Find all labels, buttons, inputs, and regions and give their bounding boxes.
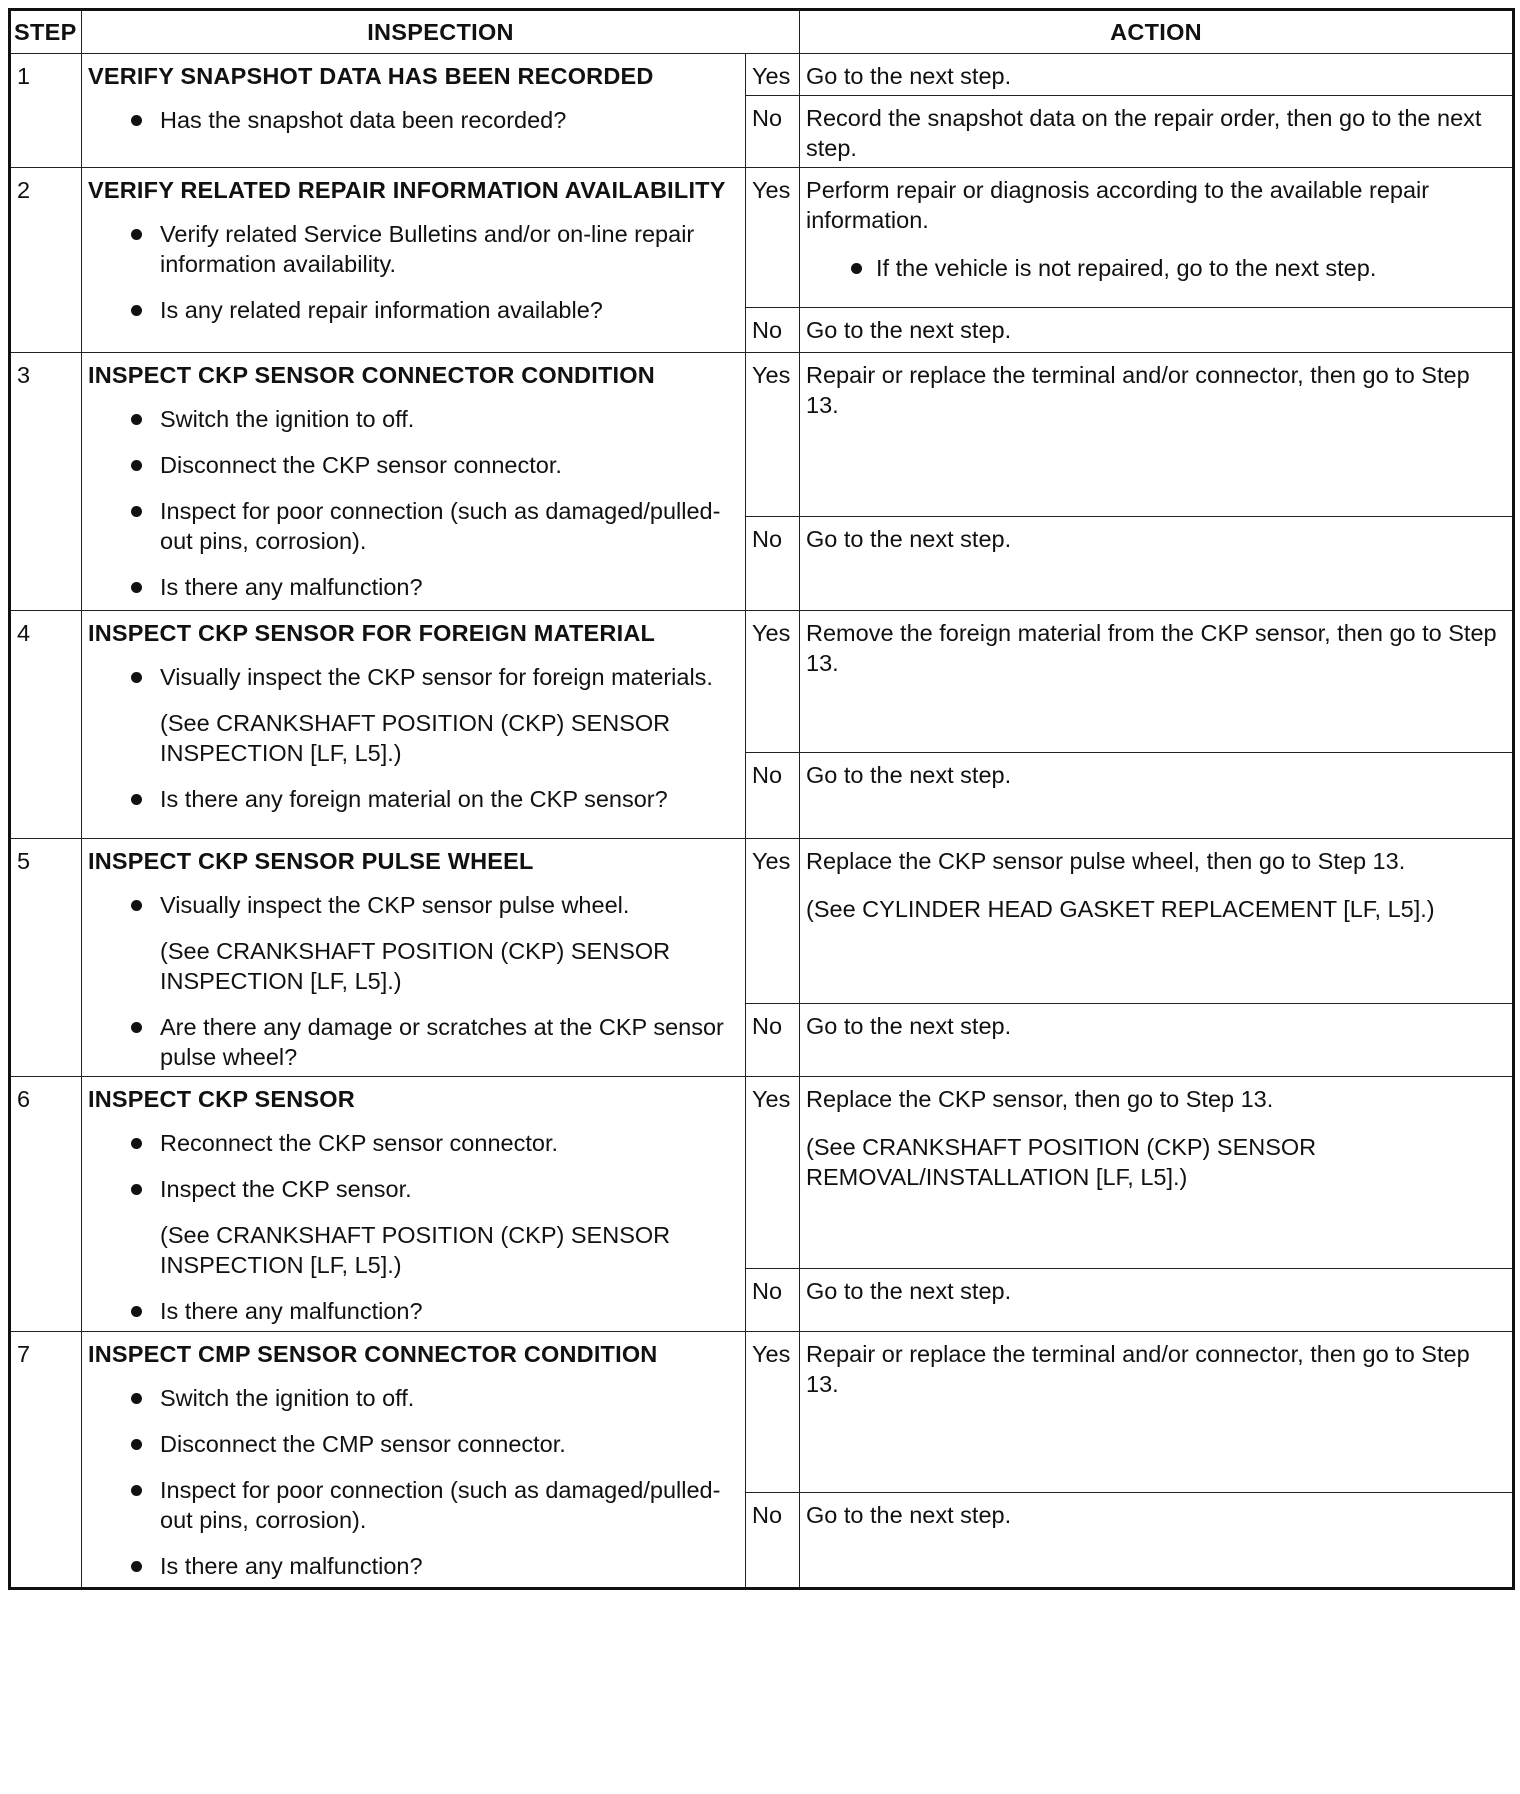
item-text: (See CRANKSHAFT POSITION (CKP) SENSOR INSPECTION [LF, L5].)	[160, 1222, 671, 1278]
step-title: INSPECT CKP SENSOR PULSE WHEEL	[88, 848, 534, 874]
no-action	[800, 1003, 1514, 1076]
yes-label: Yes	[746, 54, 800, 96]
item-text: (See CRANKSHAFT POSITION (CKP) SENSOR INSPECTION [LF, L5].)	[160, 710, 671, 766]
step-title: INSPECT CMP SENSOR CONNECTOR CONDITION	[88, 1341, 658, 1367]
bullet-icon	[131, 229, 142, 240]
bullet-icon	[131, 672, 142, 683]
yes-action	[800, 611, 1514, 753]
action-bullet-text: If the vehicle is not repaired, go to the next step.	[876, 255, 1377, 281]
inspection-item	[88, 1383, 739, 1413]
item-text: Is there any foreign material on the CKP sensor?	[160, 786, 668, 812]
no-action	[800, 1269, 1514, 1332]
header-action: ACTION	[800, 10, 1514, 54]
table-header-row	[10, 10, 1514, 54]
bullet-icon	[131, 1561, 142, 1572]
item-text: Visually inspect the CKP sensor pulse wheel.	[160, 892, 630, 918]
inspection-cell	[82, 54, 746, 168]
bullet-icon	[131, 414, 142, 425]
bullet-icon	[851, 263, 862, 274]
item-text: Are there any damage or scratches at the CKP sensor pulse wheel?	[160, 1014, 724, 1070]
bullet-icon	[131, 1439, 142, 1450]
header-step: STEP	[10, 10, 82, 54]
item-text: Is there any malfunction?	[160, 574, 423, 600]
no-action	[800, 96, 1514, 168]
inspection-item	[88, 295, 739, 325]
yes-label: Yes	[746, 1332, 800, 1493]
action-text: Repair or replace the terminal and/or connector, then go to Step 13.	[806, 362, 1470, 418]
inspection-list	[88, 219, 739, 325]
item-text: Inspect for poor connection (such as damaged/pulled-out pins, corrosion).	[160, 1477, 721, 1533]
bullet-icon	[131, 1485, 142, 1496]
no-label: No	[746, 1269, 800, 1332]
inspection-list	[88, 890, 739, 1072]
yes-label: Yes	[746, 611, 800, 753]
inspection-item	[88, 404, 739, 434]
action-text: Go to the next step.	[806, 1502, 1012, 1528]
inspection-list	[88, 662, 739, 814]
bullet-icon	[131, 794, 142, 805]
step-title: VERIFY SNAPSHOT DATA HAS BEEN RECORDED	[88, 63, 654, 89]
inspection-cell	[82, 839, 746, 1077]
action-text: Go to the next step.	[806, 762, 1012, 788]
yes-action	[800, 1077, 1514, 1269]
step-number: 2	[10, 168, 82, 353]
inspection-cell	[82, 168, 746, 353]
inspection-item	[88, 1475, 739, 1535]
inspection-list	[88, 404, 739, 602]
inspection-list	[88, 105, 739, 135]
inspection-item	[88, 662, 739, 692]
action-text: Go to the next step.	[806, 1278, 1012, 1304]
item-text: Reconnect the CKP sensor connector.	[160, 1130, 558, 1156]
inspection-list	[88, 1383, 739, 1581]
no-label: No	[746, 1003, 800, 1076]
yes-action	[800, 839, 1514, 1004]
bullet-icon	[131, 115, 142, 126]
item-text: Is there any malfunction?	[160, 1298, 423, 1324]
inspection-item	[88, 450, 739, 480]
inspection-cell	[82, 611, 746, 839]
bullet-icon	[131, 582, 142, 593]
yes-label: Yes	[746, 1077, 800, 1269]
inspection-item	[88, 890, 739, 920]
action-text: Perform repair or diagnosis according to the available repair information.	[806, 177, 1430, 233]
item-text: Is there any malfunction?	[160, 1553, 423, 1579]
action-reference: (See CRANKSHAFT POSITION (CKP) SENSOR REMOVAL/INSTALLATION [LF, L5].)	[806, 1134, 1317, 1190]
step-title: INSPECT CKP SENSOR	[88, 1086, 355, 1112]
step-number: 4	[10, 611, 82, 839]
inspection-item	[88, 496, 739, 556]
inspection-cell	[82, 1332, 746, 1589]
inspection-item	[88, 1429, 739, 1459]
no-action	[800, 753, 1514, 839]
reference-note	[88, 708, 739, 768]
no-action	[800, 308, 1514, 353]
inspection-item	[88, 219, 739, 279]
yes-action	[800, 353, 1514, 517]
step-row-2-yes	[10, 168, 1514, 308]
action-text: Go to the next step.	[806, 526, 1012, 552]
no-action	[800, 517, 1514, 611]
action-text: Repair or replace the terminal and/or connector, then go to Step 13.	[806, 1341, 1470, 1397]
step-row-7-yes	[10, 1332, 1514, 1493]
item-text: Inspect the CKP sensor.	[160, 1176, 412, 1202]
item-text: Switch the ignition to off.	[160, 1385, 415, 1411]
step-title: INSPECT CKP SENSOR CONNECTOR CONDITION	[88, 362, 655, 388]
reference-note	[88, 936, 739, 996]
action-text: Remove the foreign material from the CKP sensor, then go to Step 13.	[806, 620, 1497, 676]
step-number: 6	[10, 1077, 82, 1332]
inspection-item	[88, 1296, 739, 1326]
yes-label: Yes	[746, 168, 800, 308]
diagnostic-table	[8, 8, 1515, 1590]
action-bullet	[806, 253, 1506, 283]
inspection-cell	[82, 1077, 746, 1332]
item-text: Inspect for poor connection (such as damaged/pulled-out pins, corrosion).	[160, 498, 721, 554]
item-text: Switch the ignition to off.	[160, 406, 415, 432]
step-row-5-yes	[10, 839, 1514, 1004]
step-row-6-yes	[10, 1077, 1514, 1269]
bullet-icon	[131, 305, 142, 316]
step-row-1-yes	[10, 54, 1514, 96]
reference-note	[88, 1220, 739, 1280]
bullet-icon	[131, 1138, 142, 1149]
action-text: Replace the CKP sensor, then go to Step 13.	[806, 1086, 1274, 1112]
action-text: Go to the next step.	[806, 63, 1012, 89]
bullet-icon	[131, 1393, 142, 1404]
item-text: Disconnect the CKP sensor connector.	[160, 452, 562, 478]
step-number: 5	[10, 839, 82, 1077]
inspection-item	[88, 1128, 739, 1158]
item-text: Disconnect the CMP sensor connector.	[160, 1431, 566, 1457]
step-row-3-yes	[10, 353, 1514, 517]
yes-action	[800, 168, 1514, 308]
yes-action	[800, 54, 1514, 96]
step-number: 1	[10, 54, 82, 168]
table-body	[10, 54, 1514, 1589]
no-label: No	[746, 753, 800, 839]
diagnostic-procedure-sheet	[8, 8, 1512, 1788]
item-text: Is any related repair information available?	[160, 297, 603, 323]
bullet-icon	[131, 1022, 142, 1033]
bullet-icon	[131, 1306, 142, 1317]
item-text: Visually inspect the CKP sensor for foreign materials.	[160, 664, 713, 690]
step-title: INSPECT CKP SENSOR FOR FOREIGN MATERIAL	[88, 620, 656, 646]
inspection-item	[88, 1551, 739, 1581]
step-row-4-yes	[10, 611, 1514, 753]
step-number: 7	[10, 1332, 82, 1589]
inspection-item	[88, 572, 739, 602]
no-label: No	[746, 96, 800, 168]
item-text: Has the snapshot data been recorded?	[160, 107, 567, 133]
item-text: (See CRANKSHAFT POSITION (CKP) SENSOR INSPECTION [LF, L5].)	[160, 938, 671, 994]
bullet-icon	[131, 900, 142, 911]
item-text: Verify related Service Bulletins and/or on-line repair information availability.	[160, 221, 695, 277]
inspection-item	[88, 105, 739, 135]
step-number: 3	[10, 353, 82, 611]
step-title: VERIFY RELATED REPAIR INFORMATION AVAILABILITY	[88, 177, 726, 203]
inspection-item	[88, 784, 739, 814]
yes-action	[800, 1332, 1514, 1493]
action-text: Record the snapshot data on the repair order, then go to the next step.	[806, 105, 1482, 161]
bullet-icon	[131, 1184, 142, 1195]
yes-label: Yes	[746, 353, 800, 517]
action-text: Replace the CKP sensor pulse wheel, then go to Step 13.	[806, 848, 1406, 874]
action-text: Go to the next step.	[806, 317, 1012, 343]
no-label: No	[746, 308, 800, 353]
no-label: No	[746, 1493, 800, 1589]
bullet-icon	[131, 460, 142, 471]
no-label: No	[746, 517, 800, 611]
inspection-list	[88, 1128, 739, 1326]
header-inspection: INSPECTION	[82, 10, 800, 54]
inspection-item	[88, 1012, 739, 1072]
action-text: Go to the next step.	[806, 1012, 1012, 1039]
bullet-icon	[131, 506, 142, 517]
no-action	[800, 1493, 1514, 1589]
inspection-item	[88, 1174, 739, 1204]
inspection-cell	[82, 353, 746, 611]
action-reference: (See CYLINDER HEAD GASKET REPLACEMENT [LF, L5].)	[806, 896, 1435, 922]
yes-label: Yes	[746, 839, 800, 1004]
